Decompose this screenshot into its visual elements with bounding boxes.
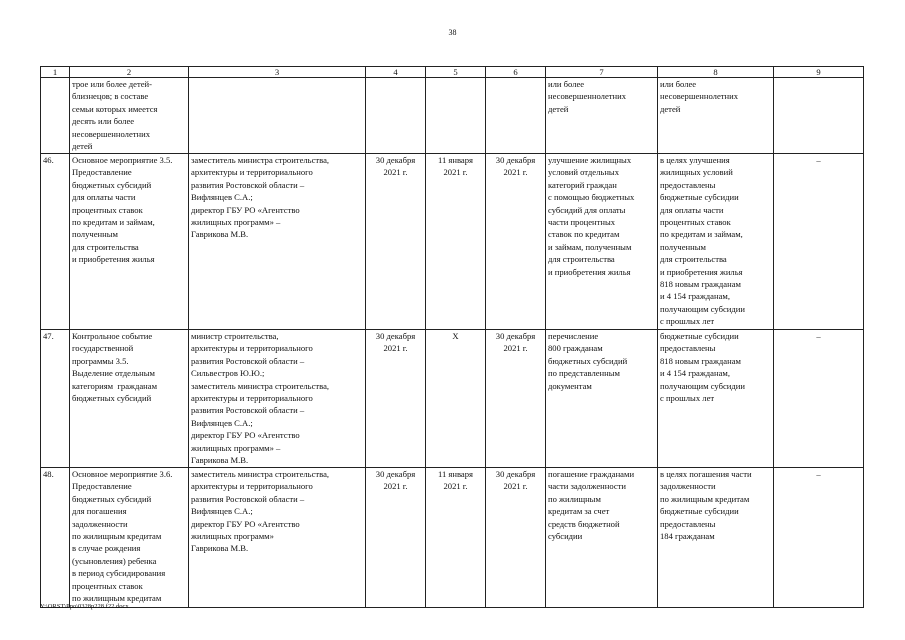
header-cell: 2	[70, 67, 189, 78]
row-number: 46.	[41, 154, 70, 330]
header-cell: 8	[658, 67, 774, 78]
table-cell: трое или более детей- близнецов; в составе семьи которых имеется десять или более несовершеннолетних детей	[70, 78, 189, 154]
planned-date: 30 декабря 2021 г.	[366, 330, 426, 468]
responsible: министр строительства, архитектуры и территориального развития Ростовской области – Сильвестров Ю.Ю.; заместитель министра строительства, архитектуры и территориального развития Ростовской области – Вифлянцев С.А.; директор ГБУ РО «Агентство жилищных программ» – Гаврикова М.В.	[189, 330, 366, 468]
planned-result: перечисление 800 гражданам бюджетных субсидий по представленным документам	[546, 330, 658, 468]
header-cell: 7	[546, 67, 658, 78]
table-cell: или более несовершеннолетних детей	[546, 78, 658, 154]
planned-result: погашение гражданами части задолженности по жилищным кредитам за счет средств бюджетной субсидии	[546, 468, 658, 608]
header-cell: 4	[366, 67, 426, 78]
planned-result: улучшение жилищных условий отдельных категорий граждан с помощью бюджетных субсидий для оплаты части процентных ставок по кредитам и займам, полученным для строительства и приобретения жилья	[546, 154, 658, 330]
header-cell: 3	[189, 67, 366, 78]
header-row	[41, 67, 864, 78]
event-name: Основное мероприятие 3.5. Предоставление бюджетных субсидий для оплаты части процентных ставок по кредитам и займам, полученным для строительства и приобретения жилья	[70, 154, 189, 330]
actual-result: бюджетные субсидии предоставлены 818 новым гражданам и 4 154 гражданам, получающим субсидии с прошлых лет	[658, 330, 774, 468]
table-cell	[426, 78, 486, 154]
notes: –	[774, 468, 864, 608]
row-number: 48.	[41, 468, 70, 608]
header-cell: 5	[426, 67, 486, 78]
header-cell: 1	[41, 67, 70, 78]
actual-end: 30 декабря 2021 г.	[486, 468, 546, 608]
event-name: Основное мероприятие 3.6. Предоставление бюджетных субсидий для погашения задолженности по жилищным кредитам в случае рождения (усыновления) ребенка в период субсидирования процентных ставок по жилищным кредитам	[70, 468, 189, 608]
actual-result: в целях улучшения жилищных условий предоставлены бюджетные субсидии для оплаты части процентных ставок по кредитам и займам, полученным для строительства и приобретения жилья 818 новым гражданам и 4 154 гражданам, получающим субсидии с прошлых лет	[658, 154, 774, 330]
table-row	[41, 468, 864, 608]
planned-date: 30 декабря 2021 г.	[366, 154, 426, 330]
table-cell	[486, 78, 546, 154]
table-row	[41, 330, 864, 468]
actual-start: 11 января 2021 г.	[426, 468, 486, 608]
row-number: 47.	[41, 330, 70, 468]
event-name: Контрольное событие государственной программы 3.5. Выделение отдельным категориям гражданам бюджетных субсидий	[70, 330, 189, 468]
continuation-row	[41, 78, 864, 154]
page-number: 38	[448, 28, 457, 37]
footer-file-path: Y:\ORST\Ppo\0328p228.f22.docx	[40, 603, 129, 610]
responsible: заместитель министра строительства, архитектуры и территориального развития Ростовской области – Вифлянцев С.А.; директор ГБУ РО «Агентство жилищных программ» Гаврикова М.В.	[189, 468, 366, 608]
actual-start: 11 января 2021 г.	[426, 154, 486, 330]
actual-end: 30 декабря 2021 г.	[486, 330, 546, 468]
table-cell	[366, 78, 426, 154]
table-cell	[41, 78, 70, 154]
table-row	[41, 154, 864, 330]
header-cell: 6	[486, 67, 546, 78]
notes: –	[774, 330, 864, 468]
plan-table	[40, 66, 864, 608]
actual-result: в целях погашения части задолженности по жилищным кредитам бюджетные субсидии предоставлены 184 гражданам	[658, 468, 774, 608]
header-cell: 9	[774, 67, 864, 78]
actual-end: 30 декабря 2021 г.	[486, 154, 546, 330]
table-cell	[189, 78, 366, 154]
responsible: заместитель министра строительства, архитектуры и территориального развития Ростовской области – Вифлянцев С.А.; директор ГБУ РО «Агентство жилищных программ» – Гаврикова М.В.	[189, 154, 366, 330]
table-cell: или более несовершеннолетних детей	[658, 78, 774, 154]
notes: –	[774, 154, 864, 330]
table-cell	[774, 78, 864, 154]
actual-start: Х	[426, 330, 486, 468]
planned-date: 30 декабря 2021 г.	[366, 468, 426, 608]
